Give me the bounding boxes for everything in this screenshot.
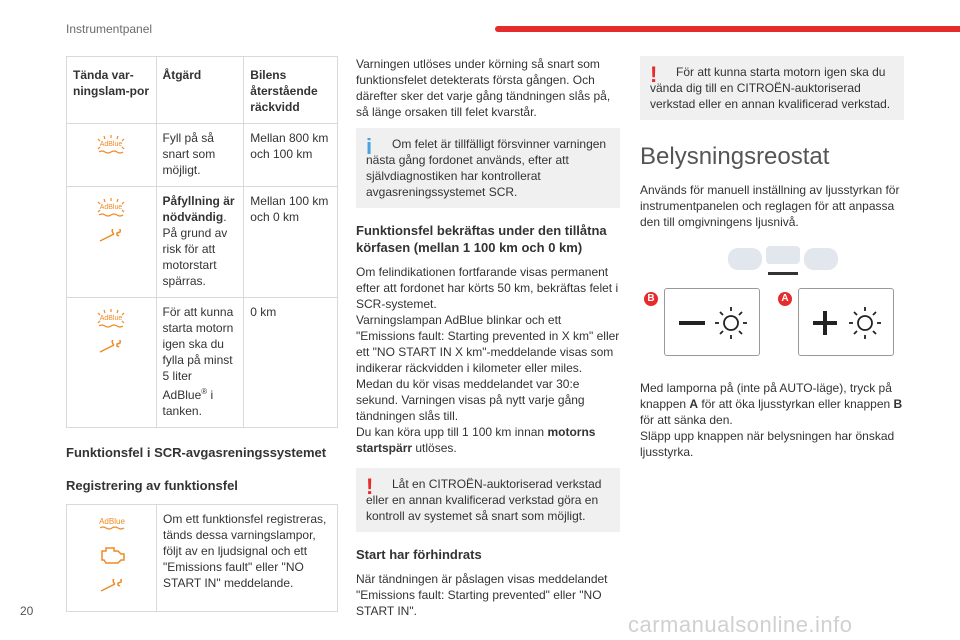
table-header-range: Bilens återstående räckvidd (244, 57, 338, 124)
brightness-decrease-button[interactable] (664, 288, 760, 356)
button-ref-b: B (893, 397, 903, 411)
adblue-icon (95, 517, 129, 531)
plus-sun-icon (799, 289, 895, 357)
table-cell-action: Fyll på så snart som möjligt. (156, 124, 244, 187)
table-cell-range: Mellan 800 km och 100 km (244, 124, 338, 187)
adblue-warning-icon (94, 308, 128, 330)
table-cell-range: Mellan 100 km och 0 km (244, 187, 338, 298)
paragraph-text: utlöses. (412, 441, 457, 455)
warning-note-text: För att kunna starta motorn igen ska du vända dig till en CITROËN-auktoriserad verkstad eller en annan kvalificerad verkstad. (650, 65, 891, 111)
heading-fault-confirmed: Funktionsfel bekräftas under den tillåtna körfasen (mellan 1 100 km och 0 km) (356, 223, 607, 255)
minus-sun-icon (665, 289, 761, 357)
svg-text:AdBlue: AdBlue (99, 315, 123, 322)
service-wrench-icon (98, 340, 124, 354)
section-heading-fault-registration: Registrering av funktionsfel (66, 478, 238, 493)
info-note-text: Om felet är tillfälligt försvinner varningen nästa gång fordonet används, efter att självdiagnostiken har kontrollerat avgasreningssystemet SCR. (366, 137, 607, 199)
heading-start-prevented: Start har förhindrats (356, 547, 482, 562)
paragraph: Släpp upp knappen när belysningen har önskad ljusstyrka. (640, 429, 895, 459)
table-row (67, 124, 338, 187)
button-ref-a: A (689, 397, 699, 411)
adblue-warning-icon (94, 197, 128, 219)
table-cell-range: 0 km (244, 298, 338, 428)
adblue-warning-icon (94, 134, 128, 156)
section-heading-scr-fault: Funktionsfel i SCR-avgasreningssystemet (66, 445, 327, 460)
table-row (67, 505, 338, 612)
header-title: Instrumentpanel (66, 22, 153, 36)
brightness-intro: Används för manuell inställning av ljusstyrkan för instrumentpanelen och reglagen för att anpassa den till omgivningens ljusnivå. (640, 183, 900, 229)
exclamation-icon: ! (650, 62, 658, 87)
warning-intro-text: Varningen utlöses under körning så snart som funktionsfelet detekterats första gången. Och därefter sker det varje gång tändningen slås på, så länge orsaken till felet kvarstår. (356, 57, 611, 119)
svg-text:AdBlue: AdBlue (98, 517, 125, 526)
registered-mark: ® (201, 387, 208, 396)
paragraph: När tändningen är påslagen visas meddelandet "Emissions fault: Starting prevented" eller "NO START IN". (356, 572, 608, 618)
table-cell-action-tail: i tanken. (162, 388, 214, 418)
column-middle (356, 56, 620, 619)
warning-lamp-table (66, 56, 338, 428)
svg-text:AdBlue: AdBlue (99, 141, 123, 148)
watermark: carmanualsonline.info (628, 612, 853, 637)
paragraph-bold: motorns startspärr (356, 425, 596, 455)
table-cell-action: . På grund av risk för att motorstart spärras. (162, 210, 228, 288)
engine-warning-icon (98, 545, 126, 565)
svg-text:AdBlue: AdBlue (99, 204, 123, 211)
label-a: A (778, 292, 792, 306)
header-accent-bar (495, 26, 960, 32)
paragraph-text: för att öka ljusstyrkan eller knappen (698, 397, 894, 411)
fault-description: Om ett funktionsfel registreras, tänds dessa varningslampor, följt av en ljudsignal och ett "Emissions fault" eller "NO START IN" meddelande. (157, 505, 338, 612)
table-cell-action: För att kunna starta motorn igen ska du fylla på minst 5 liter AdBlue (162, 305, 234, 402)
table-header-action: Åtgärd (156, 57, 244, 124)
column-right (640, 56, 904, 460)
column-left (66, 56, 338, 612)
page-number: 20 (20, 604, 34, 618)
warning-note-text: Låt en CITROËN-auktoriserad verkstad eller en annan kvalificerad verkstad göra en kontroll av systemet så snart som möjligt. (366, 477, 602, 523)
exclamation-icon: ! (366, 474, 374, 499)
warning-note (640, 56, 904, 120)
table-row (67, 298, 338, 428)
paragraph: Varningslampan AdBlue blinkar och ett "Emissions fault: Starting prevented in X km" eller ett "NO START IN X km"-meddelande visas som indikerar räckvidden i kilometer eller miles. (356, 313, 620, 375)
dashboard-silhouette-icon (728, 244, 838, 280)
info-note (356, 128, 620, 208)
paragraph-text: för att sänka den. (640, 413, 733, 427)
info-icon: i (366, 134, 373, 159)
section-title-brightness: Belysningsreostat (640, 143, 830, 170)
paragraph-text: Med lamporna på (inte på AUTO-läge), tryck på knappen (640, 381, 892, 411)
fault-lamp-table (66, 504, 338, 612)
label-b: B (644, 292, 658, 306)
warning-note (356, 468, 620, 532)
dashboard-diagram (640, 244, 904, 374)
table-header-lamps: Tända var-ningslam-por (67, 57, 157, 124)
table-cell-action-bold: Påfyllning är nödvändig (162, 194, 235, 224)
service-wrench-icon (99, 579, 125, 593)
table-row (67, 187, 338, 298)
brightness-increase-button[interactable] (798, 288, 894, 356)
paragraph-text: Du kan köra upp till 1 100 km innan (356, 425, 548, 439)
paragraph: Om felindikationen fortfarande visas permanent efter att fordonet har körts 50 km, bekräftas felet i SCR-systemet. (356, 265, 619, 311)
paragraph: Medan du kör visas meddelandet var 30:e sekund. Varningen visas på nytt varje gång tändningen slås till. (356, 377, 585, 423)
service-wrench-icon (98, 229, 124, 243)
